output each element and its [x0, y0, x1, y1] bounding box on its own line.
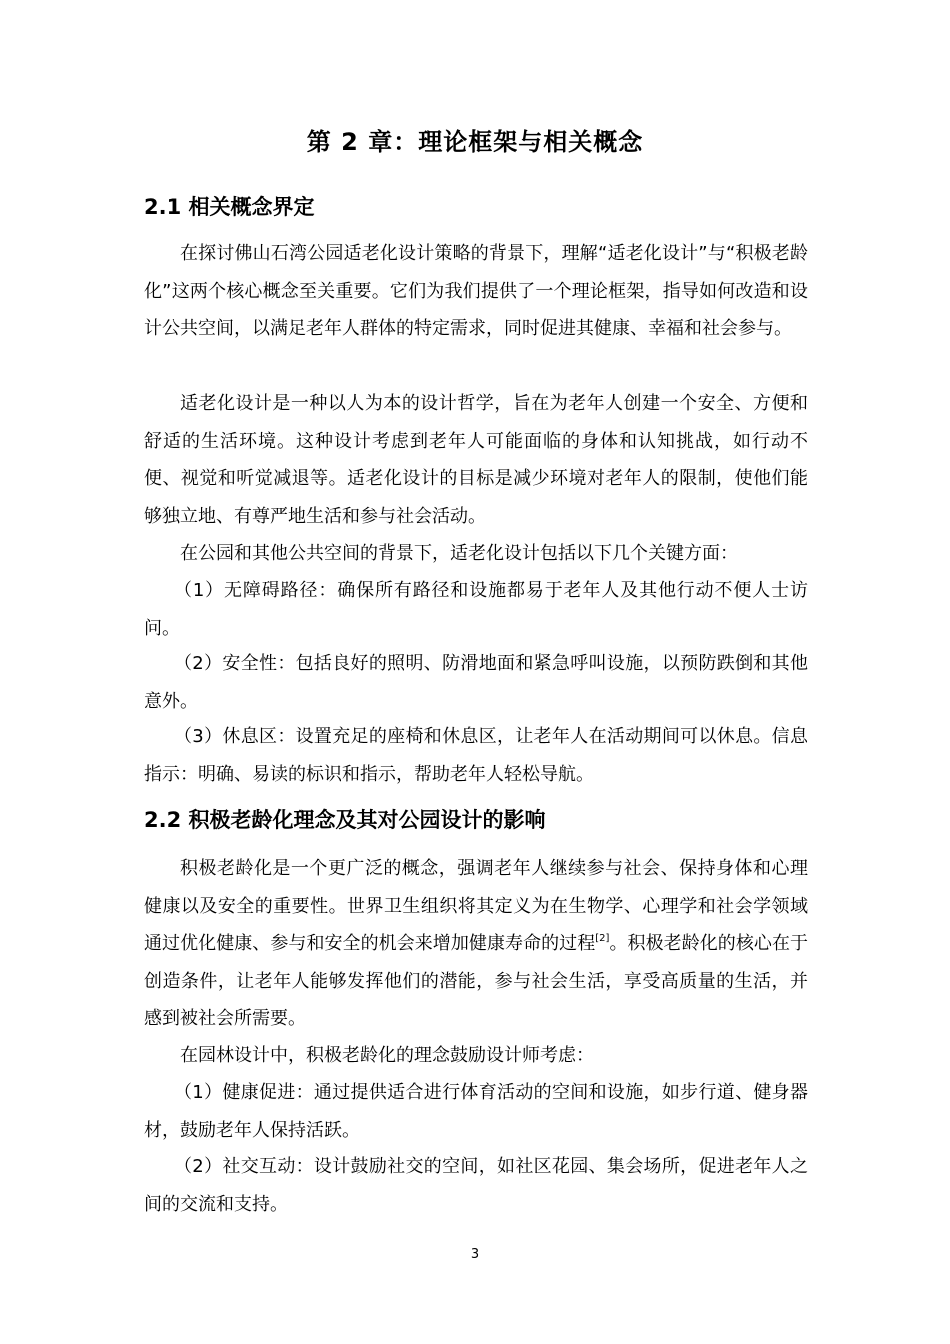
- list-item: （3）休息区：设置充足的座椅和休息区，让老年人在活动期间可以休息。信息指示：明确、易读的标识和指示，帮助老年人轻松导航。: [144, 726, 808, 785]
- section-heading-2-2: 2.2 积极老龄化理念及其对公园设计的影响: [144, 808, 546, 832]
- list-item: （1）健康促进：通过提供适合进行体育活动的空间和设施，如步行道、健身器材，鼓励老年人保持活跃。: [144, 1082, 808, 1141]
- paragraph: 在公园和其他公共空间的背景下，适老化设计包括以下几个关键方面：: [180, 543, 738, 564]
- list-item: （1）无障碍路径：确保所有路径和设施都易于老年人及其他行动不便人士访问。: [144, 580, 808, 639]
- list-item: （2）社交互动：设计鼓励社交的空间，如社区花园、集会场所，促进老年人之间的交流和支持。: [144, 1156, 808, 1215]
- list-item: （2）安全性：包括良好的照明、防滑地面和紧急呼叫设施，以预防跌倒和其他意外。: [144, 653, 808, 712]
- paragraph-text: 积极老龄化是一个更广泛的概念，强调老年人继续参与社会、保持身体和心理健康以及安全的重要性。世界卫生组织将其定义为在生物学、心理学和社会学领域通过优化健康、参与和安全的机会来增加健康寿命的过程: [144, 858, 808, 954]
- paragraph: 适老化设计是一种以人为本的设计哲学，旨在为老年人创建一个安全、方便和舒适的生活环境。这种设计考虑到老年人可能面临的身体和认知挑战，如行动不便、视觉和听觉减退等。适老化设计的目标是减少环境对老年人的限制，使他们能够独立地、有尊严地生活和参与社会活动。: [144, 393, 808, 527]
- paragraph: [144, 850, 808, 1038]
- paragraph: 在园林设计中，积极老龄化的理念鼓励设计师考虑：: [180, 1045, 594, 1066]
- citation-reference: [2]: [595, 933, 610, 944]
- paragraph-text: 。积极老龄化的核心在于创造条件，让老年人能够发挥他们的潜能，参与社会生活，享受高质量的生活，并感到被社会所需要。: [144, 933, 809, 1029]
- section-heading-2-1: 2.1 相关概念界定: [144, 195, 315, 219]
- paragraph: 在探讨佛山石湾公园适老化设计策略的背景下，理解“适老化设计”与“积极老龄化”这两个核心概念至关重要。它们为我们提供了一个理论框架，指导如何改造和设计公共空间，以满足老年人群体的特定需求，同时促进其健康、幸福和社会参与。: [144, 243, 808, 339]
- chapter-title: 第 2 章：理论框架与相关概念: [306, 128, 644, 156]
- page-number: 3: [470, 1247, 480, 1262]
